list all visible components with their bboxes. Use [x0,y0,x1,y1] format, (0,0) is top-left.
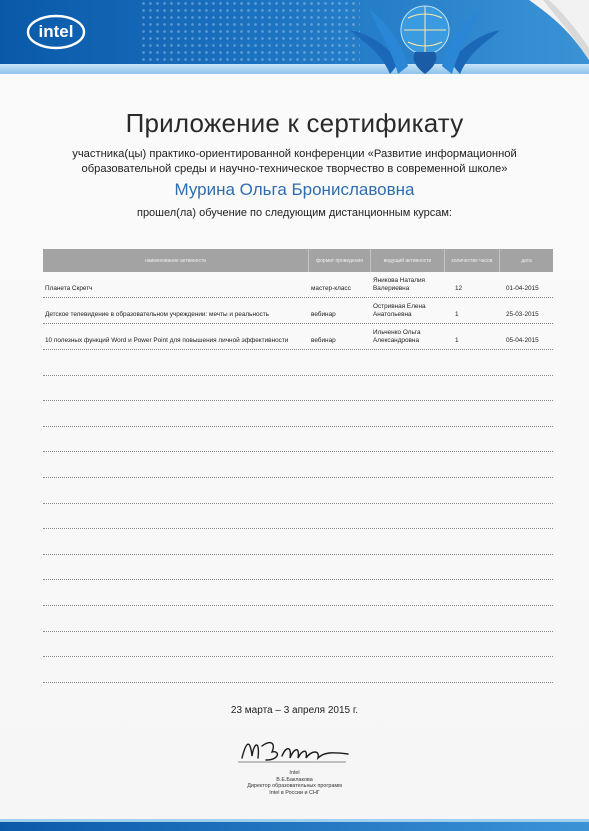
host-cell: Яникова Наталия Валериевна [373,276,425,292]
hours-cell: 1 [455,337,459,344]
hours-cell: 1 [455,311,459,318]
subtitle-line-1: участника(цы) практико-ориентированной конференции «Развитие информационной [72,148,517,160]
empty-table-row [43,632,553,658]
date-cell: 05-04-2015 [506,337,539,344]
footer-band [0,819,589,831]
header-format: формат проведения [309,249,371,272]
format-cell: вебинар [311,311,336,318]
header-date: дата [521,257,532,264]
empty-table-row [43,555,553,581]
empty-table-row [43,452,553,478]
signer-org: Intel [289,770,300,776]
table-row [43,272,553,298]
empty-table-row [43,606,553,632]
date-cell: 01-04-2015 [506,285,539,292]
date-cell: 25-03-2015 [506,311,539,318]
course-dates: 23 марта – 3 апреля 2015 г. [230,705,359,716]
subtitle-line-2: образовательной среды и научно-техническое творчество в современной школе» [81,163,508,175]
header-light-stripe [0,64,589,74]
table-row [43,324,553,350]
header-dot-pattern [140,0,360,64]
host-cell: Остривная Елена Анатольевна [373,302,426,318]
empty-table-row [43,529,553,555]
empty-table-row [43,657,553,683]
table-row [43,298,553,324]
empty-table-row [43,376,553,402]
signer-name: В.Е.Баклакова [276,776,313,783]
empty-table-row [43,478,553,504]
intel-logo-icon [25,12,87,52]
page-title: Приложение к сертификату [125,108,464,138]
empty-table-row [43,427,553,453]
format-cell: вебинар [311,337,336,344]
hours-cell: 12 [455,285,463,292]
signer-company: Intel в России и СНГ [269,789,320,796]
signature-icon [236,732,352,768]
table-header [43,249,553,272]
header-banner [0,0,589,74]
header-activity: наименование активности [43,249,309,272]
format-cell: мастер-класс [311,285,351,292]
courses-table [43,249,553,683]
empty-table-row [43,401,553,427]
flower-globe-icon [350,0,500,74]
signer-block [0,770,589,796]
page-curl-icon [529,0,589,60]
footer-light-stripe [0,819,589,822]
signer-position: Директор образовательных программ [247,783,342,790]
activity-cell: Детское телевидение в образовательном учреждении: мечты и реальность [45,311,270,318]
conference-description [60,147,529,177]
host-cell: Ильченко Ольга Александровна [373,328,421,344]
courses-intro: прошел(ла) обучение по следующим дистанционным курсам: [136,207,452,219]
participant-name: Мурина Ольга Брониславовна [174,180,415,199]
empty-table-row [43,350,553,376]
activity-cell: Планета Скретч [45,285,93,292]
activity-cell: 10 полезных функций Word и Power Point для повышения личной эффективности [45,337,289,344]
empty-table-row [43,504,553,530]
header-host: ведущий активности [371,249,445,272]
logo-text: intel [38,22,74,41]
empty-table-row [43,580,553,606]
header-hours: количество часов [445,249,500,272]
